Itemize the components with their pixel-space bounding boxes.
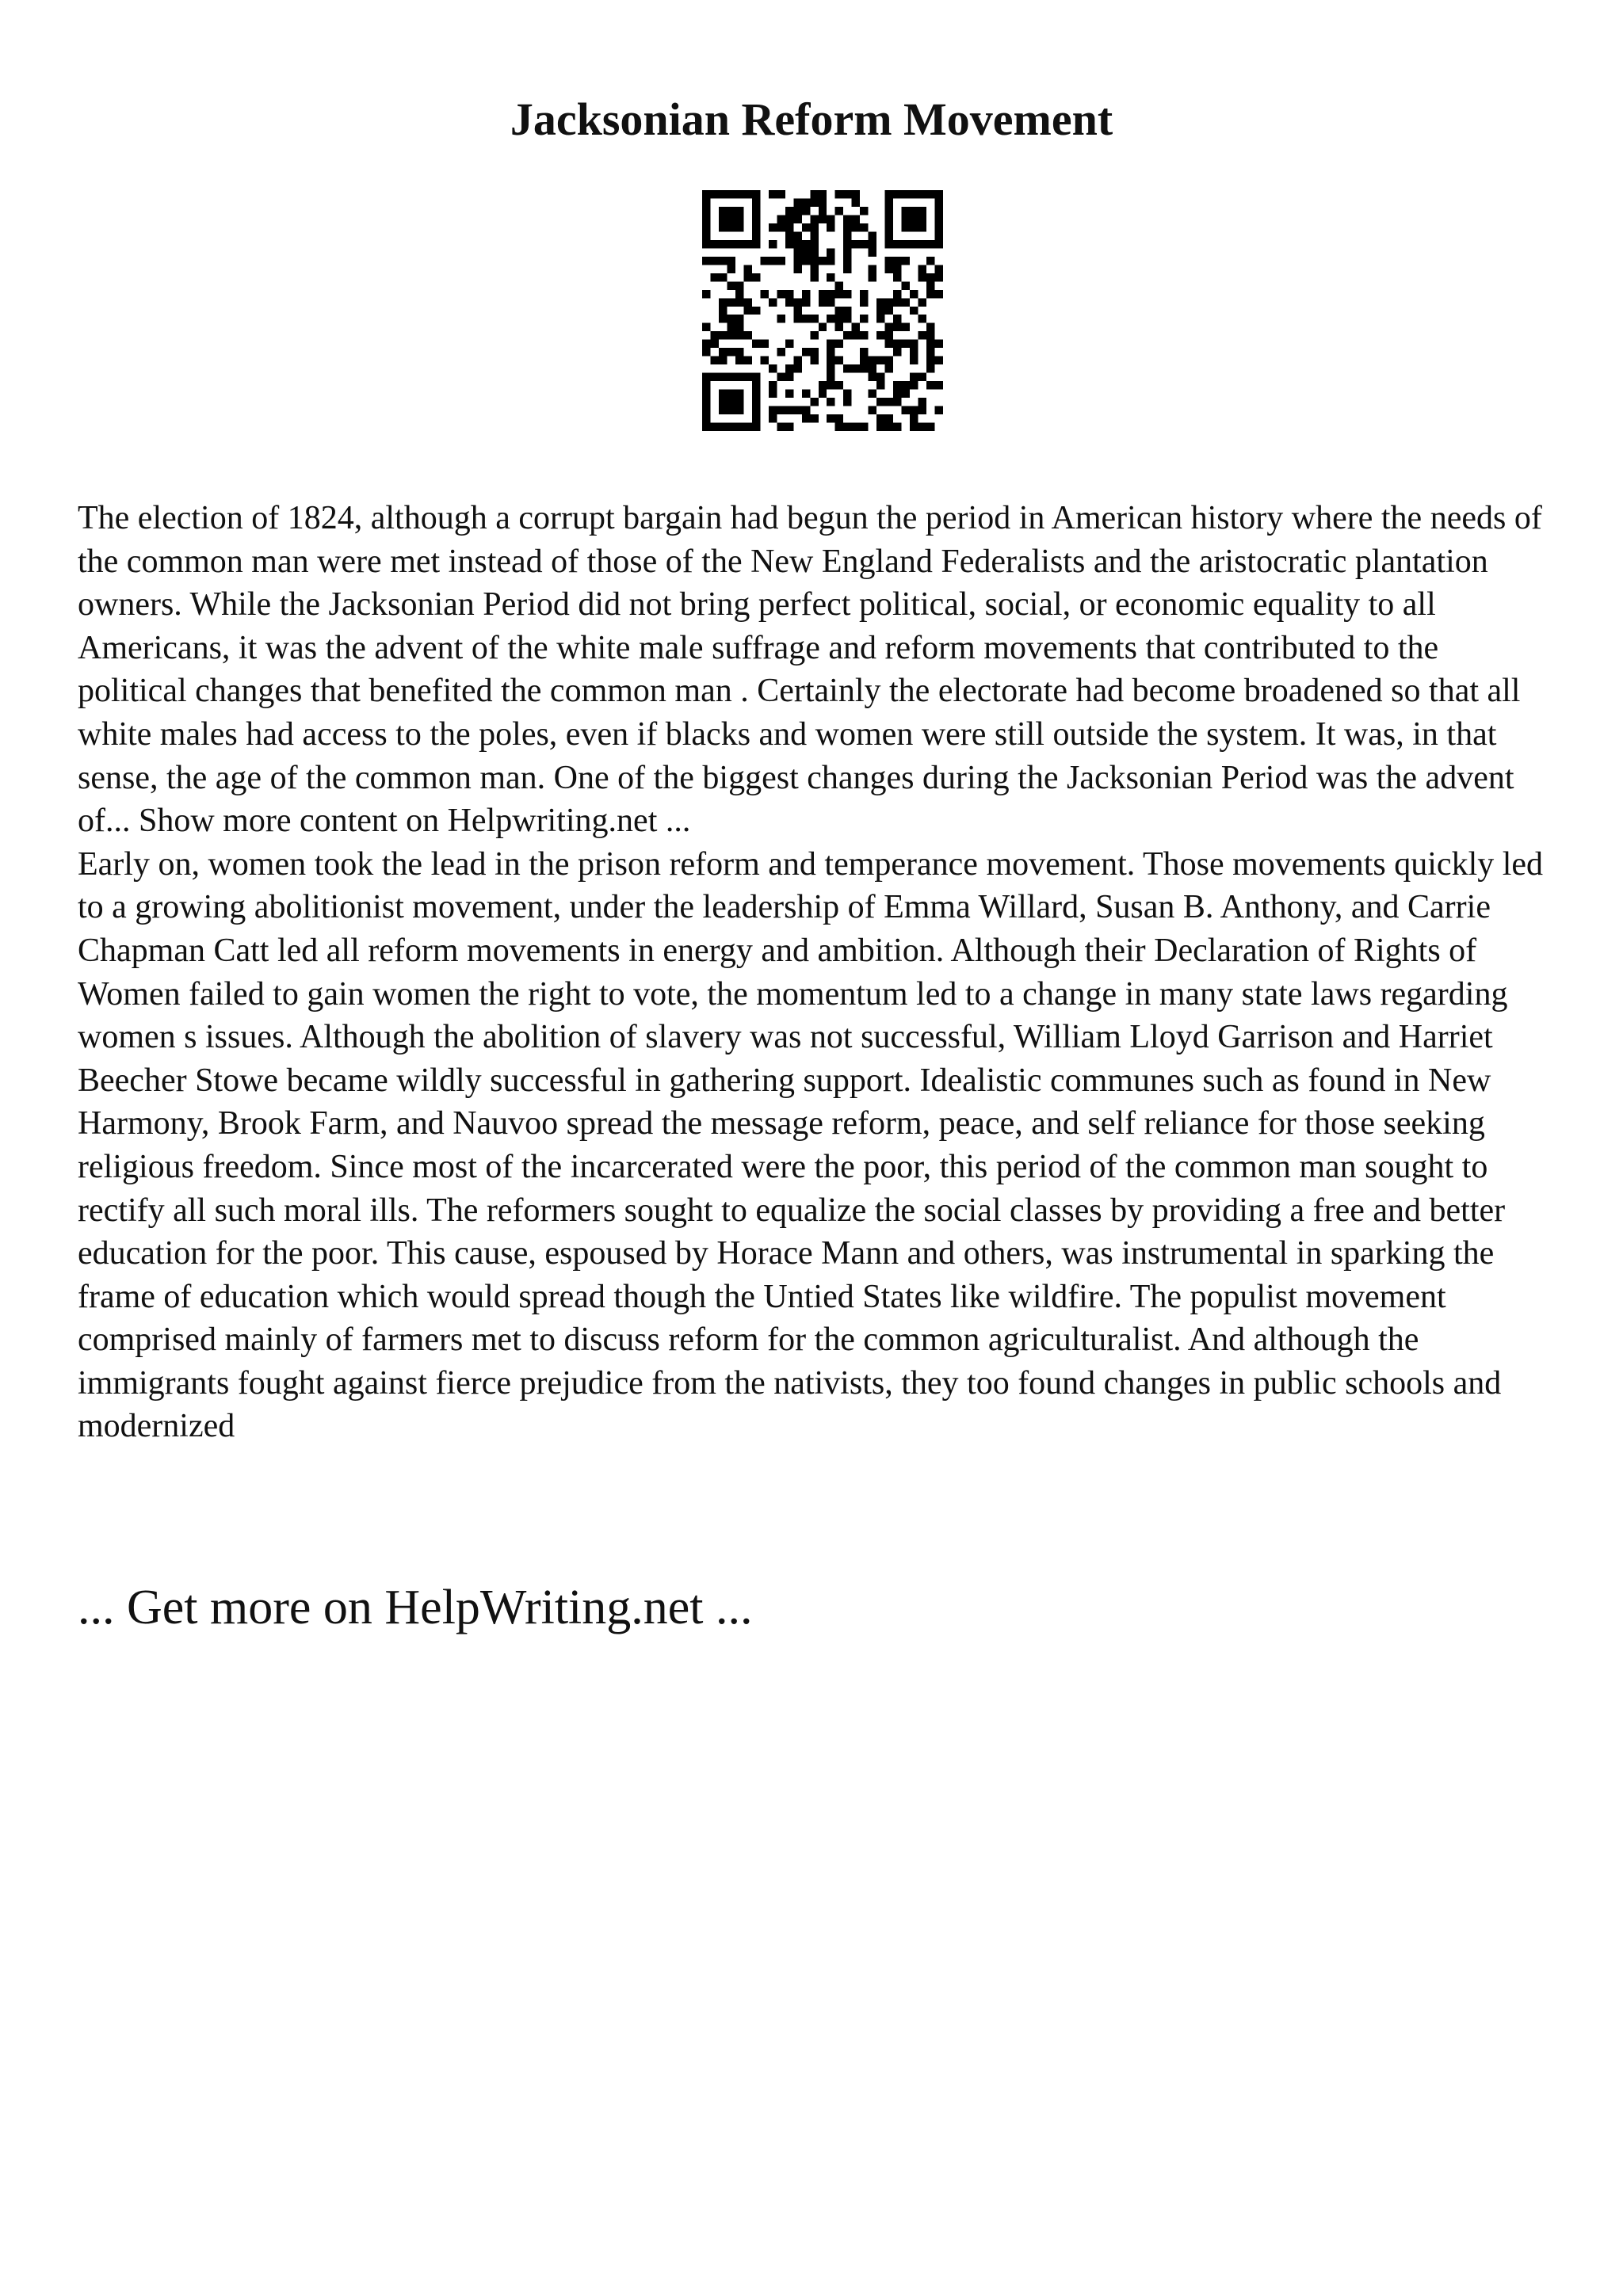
qr-module xyxy=(802,315,810,322)
qr-module xyxy=(710,340,718,348)
qr-module xyxy=(702,290,710,298)
qr-module xyxy=(802,223,810,231)
qr-module xyxy=(735,323,743,331)
qr-module xyxy=(793,248,801,256)
qr-module xyxy=(719,298,727,306)
qr-module xyxy=(902,298,910,306)
get-more-link[interactable]: ... Get more on HelpWriting.net ... xyxy=(78,1581,753,1634)
qr-module xyxy=(869,357,876,364)
qr-module xyxy=(910,381,918,389)
qr-module xyxy=(893,381,901,389)
qr-module xyxy=(752,273,760,281)
qr-module xyxy=(885,265,893,273)
qr-module xyxy=(793,406,801,414)
qr-module xyxy=(869,240,876,248)
qr-module xyxy=(935,290,943,298)
qr-module xyxy=(802,248,810,256)
qr-module xyxy=(835,315,843,322)
qr-module xyxy=(793,307,801,315)
qr-module xyxy=(876,398,884,406)
qr-module xyxy=(935,357,943,364)
qr-module xyxy=(827,298,834,306)
qr-module xyxy=(810,198,818,206)
qr-module xyxy=(727,281,735,289)
qr-module xyxy=(935,265,943,273)
qr-module xyxy=(702,257,710,265)
qr-module xyxy=(777,215,785,223)
qr-module xyxy=(802,406,810,414)
qr-module xyxy=(860,357,868,364)
qr-module xyxy=(785,231,793,239)
qr-module xyxy=(876,307,884,315)
qr-module xyxy=(769,240,777,248)
qr-module xyxy=(810,190,818,198)
qr-module xyxy=(885,323,893,331)
qr-module xyxy=(827,373,834,381)
qr-module xyxy=(702,323,710,331)
qr-module xyxy=(819,257,827,265)
qr-module xyxy=(926,290,934,298)
qr-module xyxy=(710,273,718,281)
qr-module xyxy=(852,331,860,339)
qr-module xyxy=(810,315,818,322)
qr-module xyxy=(918,298,926,306)
body-paragraph: Early on, women took the lead in the prison reform and temperance movement. Those movements quickly led to a growing abolitionist movement, under the leadership of Emma Willard, Susan B. Anthony, and Carrie Chapman Catt led all reform movements in energy and ambition. Although their Declaration of Rights of Women failed to gain women the right to vote, the momentum led to a change in many state laws regarding women s issues. Although the abolition of slavery was not successful, William Lloyd Garrison and Harriet Beecher Stowe became wildly successful in gathering support. Idealistic communes such as found in New Harmony, Brook Farm, and Nauvoo spread the message reform, peace, and self reliance for those seeking religious freedom. Since most of the incarcerated were the poor, this period of the common man sought to rectify all such moral ills. The reformers sought to equalize the social classes by providing a free and better education for the poor. This cause, espoused by Horace Mann and others, was instrumental in sparking the frame of education which would spread though the Untied States like wildfire. The populist movement comprised mainly of farmers met to discuss reform for the common agriculturalist. And although the immigrants fought against fierce prejudice from the nativists, they too found changes in public schools and modernized xyxy=(78,845,1544,1445)
qr-module xyxy=(752,307,760,315)
qr-module xyxy=(893,340,901,348)
qr-module xyxy=(827,273,834,281)
qr-module xyxy=(735,348,743,356)
qr-module xyxy=(827,257,834,265)
qr-module xyxy=(802,290,810,298)
qr-module xyxy=(876,423,884,431)
qr-module xyxy=(902,381,910,389)
qr-module xyxy=(785,340,793,348)
qr-module xyxy=(819,298,827,306)
qr-module xyxy=(893,315,901,322)
qr-module xyxy=(918,406,926,414)
qr-module xyxy=(926,348,934,356)
qr-module xyxy=(843,423,851,431)
qr-module xyxy=(735,357,743,364)
qr-module xyxy=(769,414,777,422)
qr-module xyxy=(793,298,801,306)
qr-module xyxy=(893,257,901,265)
qr-module xyxy=(910,340,918,348)
qr-module xyxy=(793,265,801,273)
qr-module xyxy=(810,331,818,339)
qr-module xyxy=(885,414,893,422)
qr-module xyxy=(819,207,827,215)
qr-module xyxy=(852,215,860,223)
qr-module xyxy=(843,390,851,398)
qr-module xyxy=(918,315,926,322)
body-paragraph: The election of 1824, although a corrupt bargain had begun the period in American history where the needs of the common man were met instead of those of the New England Federalists and the aristocratic plantation owners. While the Jacksonian Period did not bring perfect political, social, or economic equality to all Americans, it was the advent of the white male suffrage and reform movements that contributed to the political changes that benefited the common man . Certainly the electorate had become broadened so that all white males had access to the poles, even if blacks and women were still outside the system. It was, in that sense, the age of the common man. One of the biggest changes during the Jacksonian Period was the advent of... Show more content on Helpwriting.net ... xyxy=(78,500,1542,840)
qr-module xyxy=(902,406,910,414)
qr-module xyxy=(802,198,810,206)
qr-module xyxy=(752,340,760,348)
qr-module xyxy=(869,390,876,398)
qr-module xyxy=(893,423,901,431)
qr-module xyxy=(702,340,710,348)
qr-code xyxy=(702,190,943,431)
qr-module xyxy=(860,207,868,215)
qr-module xyxy=(760,340,768,348)
qr-module xyxy=(793,257,801,265)
qr-module xyxy=(885,423,893,431)
qr-module xyxy=(777,290,785,298)
qr-module xyxy=(760,290,768,298)
qr-module xyxy=(785,298,793,306)
qr-module xyxy=(802,207,810,215)
qr-module xyxy=(843,364,851,372)
qr-module xyxy=(918,398,926,406)
qr-module xyxy=(843,398,851,406)
qr-module xyxy=(885,331,893,339)
qr-module xyxy=(860,290,868,298)
qr-module xyxy=(793,315,801,322)
qr-module xyxy=(819,390,827,398)
qr-module xyxy=(869,265,876,273)
qr-module xyxy=(777,223,785,231)
qr-module xyxy=(743,357,751,364)
qr-module xyxy=(719,315,727,322)
qr-module xyxy=(769,298,777,306)
qr-module xyxy=(793,198,801,206)
qr-module xyxy=(735,290,743,298)
qr-module xyxy=(910,307,918,315)
qr-module xyxy=(860,331,868,339)
qr-module xyxy=(860,423,868,431)
qr-module xyxy=(702,348,710,356)
qr-module xyxy=(910,414,918,422)
qr-module xyxy=(802,298,810,306)
qr-module xyxy=(843,331,851,339)
qr-module xyxy=(893,348,901,356)
qr-module xyxy=(918,423,926,431)
qr-module xyxy=(719,357,727,364)
qr-module xyxy=(743,307,751,315)
qr-module xyxy=(777,190,785,198)
document-title: Jacksonian Reform Movement xyxy=(510,93,1113,145)
qr-module xyxy=(918,331,926,339)
qr-module xyxy=(793,231,801,239)
qr-module xyxy=(769,223,777,231)
qr-module xyxy=(843,315,851,322)
qr-module xyxy=(902,257,910,265)
qr-module xyxy=(827,215,834,223)
qr-module xyxy=(893,323,901,331)
qr-module xyxy=(727,323,735,331)
qr-module xyxy=(777,348,785,356)
qr-module xyxy=(869,273,876,281)
qr-module xyxy=(827,357,834,364)
qr-module xyxy=(902,390,910,398)
qr-module xyxy=(876,373,884,381)
qr-module xyxy=(835,307,843,315)
qr-module xyxy=(769,190,777,198)
qr-module xyxy=(710,357,718,364)
qr-module xyxy=(835,340,843,348)
qr-module xyxy=(852,323,860,331)
qr-module xyxy=(885,257,893,265)
qr-module xyxy=(902,340,910,348)
qr-module xyxy=(902,281,910,289)
qr-module xyxy=(819,190,827,198)
qr-module xyxy=(926,323,934,331)
qr-module xyxy=(810,273,818,281)
qr-module xyxy=(893,290,901,298)
qr-module xyxy=(885,398,893,406)
qr-module xyxy=(918,373,926,381)
qr-module xyxy=(876,357,884,364)
qr-module xyxy=(760,357,768,364)
qr-module xyxy=(926,364,934,372)
qr-module xyxy=(910,373,918,381)
qr-module xyxy=(810,223,818,231)
qr-module xyxy=(735,298,743,306)
qr-module xyxy=(769,390,777,398)
qr-module xyxy=(735,331,743,339)
qr-module xyxy=(827,348,834,356)
qr-module xyxy=(810,257,818,265)
qr-module xyxy=(810,265,818,273)
qr-module xyxy=(902,323,910,331)
qr-module xyxy=(910,406,918,414)
qr-module xyxy=(835,207,843,215)
qr-module xyxy=(785,364,793,372)
qr-module xyxy=(876,315,884,322)
qr-module xyxy=(719,273,727,281)
qr-module xyxy=(819,290,827,298)
qr-module xyxy=(852,240,860,248)
qr-module xyxy=(918,265,926,273)
qr-module xyxy=(810,357,818,364)
qr-module xyxy=(719,348,727,356)
qr-module xyxy=(827,381,834,389)
qr-module xyxy=(810,398,818,406)
qr-module xyxy=(802,414,810,422)
qr-module xyxy=(835,281,843,289)
qr-module xyxy=(835,423,843,431)
qr-module xyxy=(727,265,735,273)
qr-module xyxy=(835,190,843,198)
qr-module xyxy=(835,290,843,298)
qr-module xyxy=(860,223,868,231)
qr-module xyxy=(769,257,777,265)
qr-module xyxy=(827,290,834,298)
qr-module xyxy=(910,423,918,431)
qr-module xyxy=(727,257,735,265)
qr-module xyxy=(852,223,860,231)
qr-module xyxy=(869,231,876,239)
qr-module xyxy=(769,406,777,414)
qr-module xyxy=(843,215,851,223)
qr-module xyxy=(727,348,735,356)
qr-module xyxy=(760,257,768,265)
qr-module xyxy=(852,423,860,431)
qr-module xyxy=(810,231,818,239)
qr-module xyxy=(876,381,884,389)
qr-module xyxy=(935,406,943,414)
qr-module xyxy=(869,248,876,256)
qr-module xyxy=(819,323,827,331)
qr-module xyxy=(735,281,743,289)
qr-module xyxy=(860,364,868,372)
qr-module xyxy=(926,273,934,281)
qr-module xyxy=(819,215,827,223)
qr-module xyxy=(810,348,818,356)
qr-module xyxy=(777,423,785,431)
qr-module xyxy=(926,340,934,348)
qr-module xyxy=(785,240,793,248)
qr-module xyxy=(860,348,868,356)
qr-module xyxy=(885,307,893,315)
qr-module xyxy=(843,231,851,239)
qr-module xyxy=(843,223,851,231)
qr-module xyxy=(843,248,851,256)
qr-module xyxy=(827,398,834,406)
qr-module xyxy=(869,406,876,414)
qr-module xyxy=(785,406,793,414)
qr-module xyxy=(793,357,801,364)
qr-module xyxy=(793,240,801,248)
qr-module xyxy=(819,198,827,206)
qr-module xyxy=(719,257,727,265)
qr-module xyxy=(810,215,818,223)
qr-module xyxy=(827,340,834,348)
qr-module xyxy=(727,298,735,306)
qr-module xyxy=(735,315,743,322)
qr-module xyxy=(819,381,827,389)
qr-module xyxy=(885,357,893,364)
qr-module xyxy=(785,373,793,381)
qr-module xyxy=(785,390,793,398)
qr-module xyxy=(802,390,810,398)
qr-module xyxy=(835,381,843,389)
qr-module xyxy=(852,198,860,206)
qr-module xyxy=(827,315,834,322)
qr-module xyxy=(785,207,793,215)
qr-module xyxy=(777,315,785,322)
qr-module xyxy=(743,265,751,273)
qr-module xyxy=(727,315,735,322)
qr-module xyxy=(719,307,727,315)
qr-module xyxy=(926,381,934,389)
qr-module xyxy=(777,373,785,381)
qr-module xyxy=(785,290,793,298)
qr-module xyxy=(885,364,893,372)
qr-module xyxy=(777,257,785,265)
qr-module xyxy=(860,240,868,248)
qr-module xyxy=(893,390,901,398)
qr-module xyxy=(852,364,860,372)
qr-module xyxy=(835,414,843,422)
qr-module xyxy=(743,298,751,306)
qr-module xyxy=(910,357,918,364)
qr-module xyxy=(827,248,834,256)
qr-module xyxy=(743,273,751,281)
qr-module xyxy=(926,281,934,289)
qr-module xyxy=(810,248,818,256)
qr-module xyxy=(843,265,851,273)
qr-module xyxy=(835,323,843,331)
qr-module xyxy=(769,364,777,372)
qr-module xyxy=(893,298,901,306)
qr-module xyxy=(810,414,818,422)
qr-module xyxy=(893,265,901,273)
qr-module xyxy=(926,357,934,364)
qr-module xyxy=(843,240,851,248)
qr-module xyxy=(827,414,834,422)
qr-module xyxy=(885,340,893,348)
qr-module xyxy=(935,273,943,281)
qr-module xyxy=(843,190,851,198)
qr-module xyxy=(910,290,918,298)
qr-module xyxy=(843,290,851,298)
qr-module xyxy=(727,331,735,339)
qr-module xyxy=(860,315,868,322)
qr-module xyxy=(843,257,851,265)
qr-module xyxy=(777,406,785,414)
qr-module xyxy=(710,257,718,265)
qr-module xyxy=(893,398,901,406)
qr-module xyxy=(918,273,926,281)
document-body xyxy=(78,497,1553,1448)
qr-module xyxy=(876,331,884,339)
qr-module xyxy=(710,331,718,339)
qr-module xyxy=(802,257,810,265)
qr-module xyxy=(869,373,876,381)
qr-module xyxy=(743,331,751,339)
qr-module xyxy=(860,298,868,306)
qr-module xyxy=(827,364,834,372)
qr-code-icon xyxy=(702,190,943,431)
qr-module xyxy=(793,207,801,215)
qr-module xyxy=(910,348,918,356)
qr-module xyxy=(885,298,893,306)
qr-module xyxy=(935,340,943,348)
qr-module xyxy=(785,215,793,223)
qr-module xyxy=(810,240,818,248)
qr-module xyxy=(926,257,934,265)
qr-module xyxy=(802,348,810,356)
qr-module xyxy=(785,223,793,231)
qr-module xyxy=(926,331,934,339)
qr-module xyxy=(843,307,851,315)
qr-module xyxy=(852,190,860,198)
qr-module xyxy=(793,215,801,223)
qr-module xyxy=(893,273,901,281)
qr-module xyxy=(869,364,876,372)
qr-module xyxy=(793,364,801,372)
qr-module xyxy=(935,381,943,389)
qr-module xyxy=(719,331,727,339)
qr-module xyxy=(769,381,777,389)
qr-module xyxy=(827,223,834,231)
qr-module xyxy=(876,298,884,306)
qr-module xyxy=(926,423,934,431)
qr-module xyxy=(802,240,810,248)
qr-module xyxy=(876,414,884,422)
qr-module xyxy=(835,357,843,364)
qr-module xyxy=(785,423,793,431)
